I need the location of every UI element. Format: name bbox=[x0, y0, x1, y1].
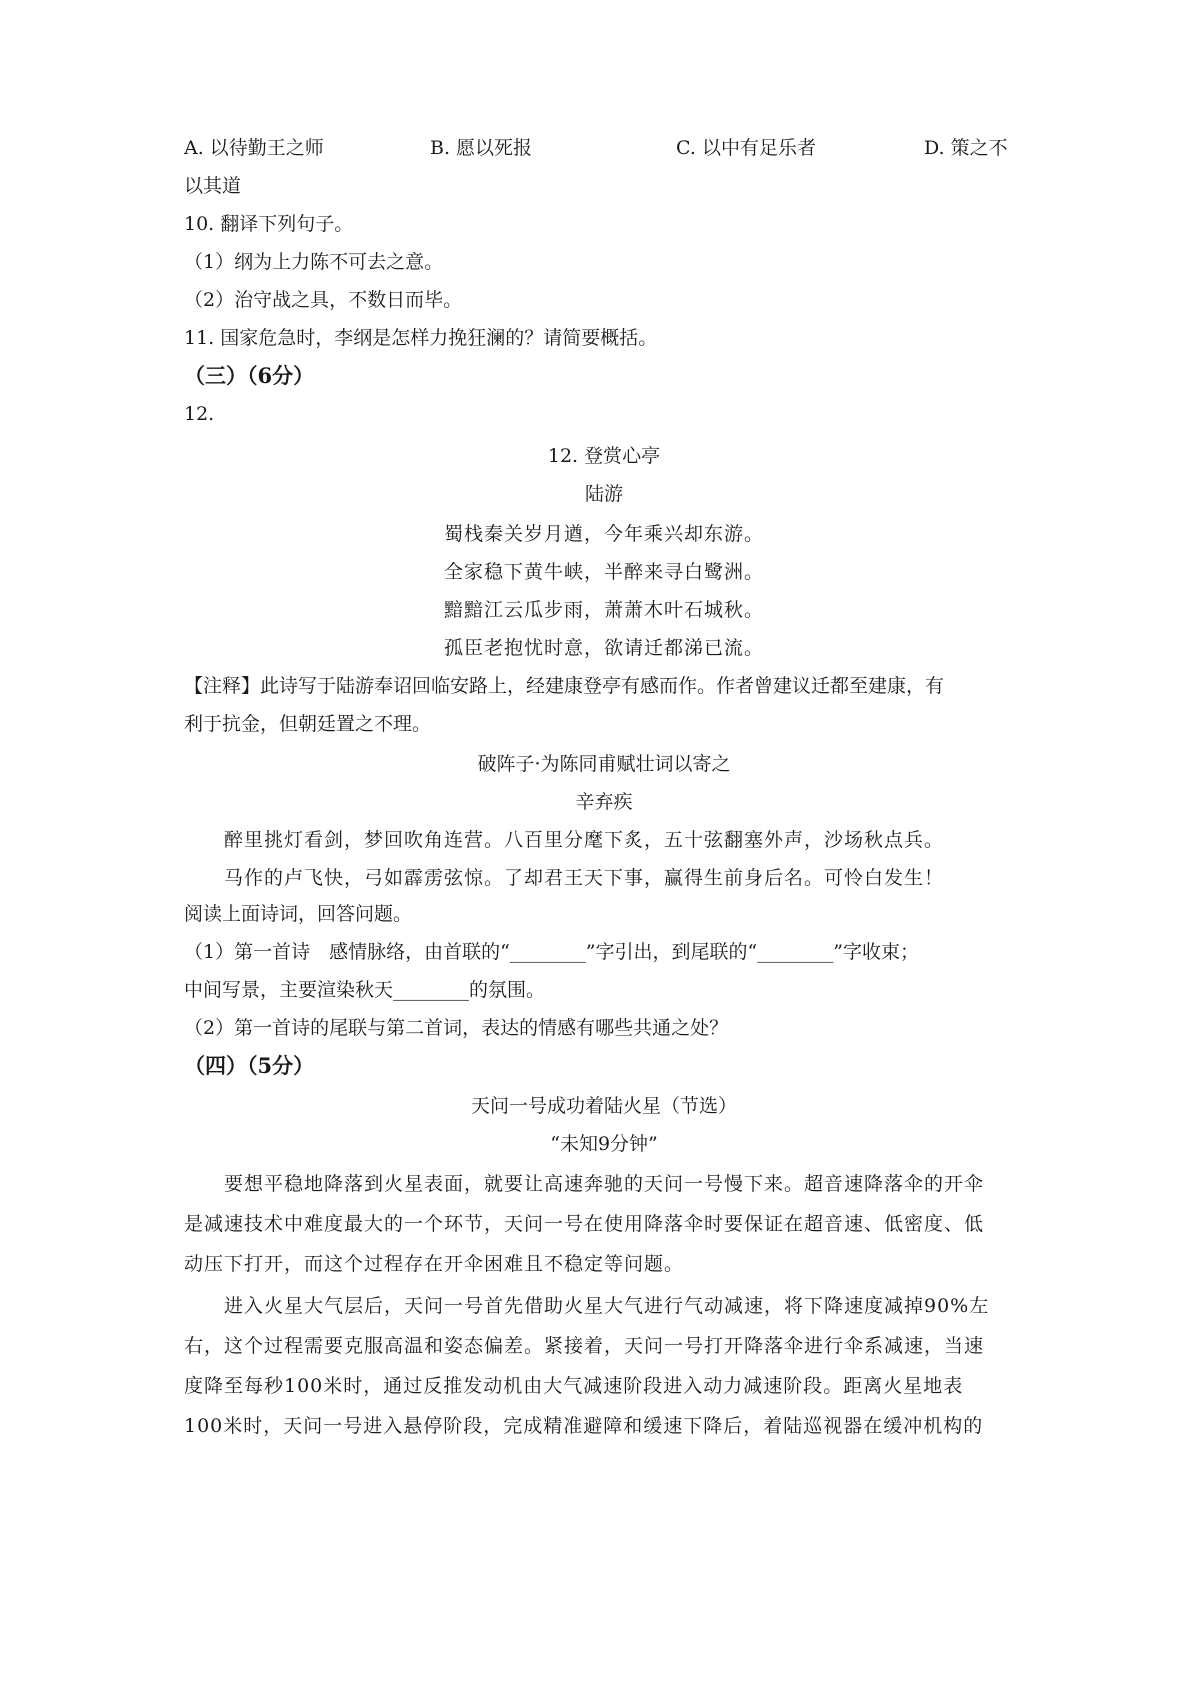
q9-option-d: D. 策之不 bbox=[924, 137, 1008, 159]
article-p1-line-3: 动压下打开，而这个过程存在开伞困难且不稳定等问题。 bbox=[184, 1253, 685, 1275]
poem2-line-1: 醉里挑灯看剑，梦回吹角连营。八百里分麾下炙，五十弦翻塞外声，沙场秋点兵。 bbox=[224, 829, 945, 851]
article-p1-line-1: 要想平稳地降落到火星表面，就要让高速奔驰的天问一号慢下来。超音速降落伞的开伞 bbox=[224, 1173, 985, 1195]
q10-stem: 10. 翻译下列句子。 bbox=[184, 213, 354, 235]
poem1-line-4: 孤臣老抱忧时意，欲请迁都涕已流。 bbox=[443, 637, 764, 659]
q12-sub1-line-1: （1）第一首诗 感情脉络，由首联的“________”字引出，到尾联的“________”字收束； bbox=[184, 941, 919, 963]
q9-option-c: C. 以中有足乐者 bbox=[676, 137, 816, 159]
poem1-line-1: 蜀栈秦关岁月遒，今年乘兴却东游。 bbox=[443, 523, 764, 545]
poem2-line-2: 马作的卢飞快，弓如霹雳弦惊。了却君王天下事，赢得生前身后名。可怜白发生！ bbox=[224, 867, 945, 889]
poem1-line-3: 黯黯江云瓜步雨，萧萧木叶石城秋。 bbox=[443, 599, 764, 621]
poem1-line-2: 全家稳下黄牛峡，半醉来寻白鹭洲。 bbox=[443, 561, 764, 583]
poem1-title: 12. 登赏心亭 bbox=[547, 445, 661, 467]
section-4-heading: （四）（5分） bbox=[184, 1053, 315, 1078]
q12-sub2: （2）第一首诗的尾联与第二首词，表达的情感有哪些共通之处？ bbox=[184, 1017, 729, 1039]
q11-stem: 11. 国家危急时，李纲是怎样力挽狂澜的？请简要概括。 bbox=[184, 327, 658, 349]
poem1-author: 陆游 bbox=[584, 483, 623, 505]
article-p2-line-2: 右，这个过程需要克服高温和姿态偏差。紧接着，天问一号打开降落伞进行伞系减速，当速 bbox=[184, 1335, 985, 1357]
q9-option-a: A. 以待勤王之师 bbox=[184, 137, 324, 159]
q12-number: 12. bbox=[184, 403, 215, 425]
q12-instruction: 阅读上面诗词，回答问题。 bbox=[184, 903, 413, 925]
q10-sentence-1: （1）纲为上力陈不可去之意。 bbox=[184, 251, 444, 273]
section-3-heading: （三）（6分） bbox=[184, 363, 315, 388]
q10-sentence-2: （2）治守战之具，不数日而毕。 bbox=[184, 289, 463, 311]
poem2-author: 辛弃疾 bbox=[575, 791, 633, 813]
q9-option-b: B. 愿以死报 bbox=[430, 137, 533, 159]
q12-sub1-line-2: 中间写景，主要渲染秋天________的氛围。 bbox=[184, 979, 546, 1001]
article-title: 天问一号成功着陆火星（节选） bbox=[470, 1095, 737, 1117]
article-p2-line-4: 100米时，天问一号进入悬停阶段，完成精准避障和缓速下降后，着陆巡视器在缓冲机构的 bbox=[184, 1415, 984, 1437]
article-p1-line-2: 是减速技术中难度最大的一个环节，天问一号在使用降落伞时要保证在超音速、低密度、低 bbox=[184, 1213, 985, 1235]
article-p2-line-3: 度降至每秒100米时，通过反推发动机由大气减速阶段进入动力减速阶段。距离火星地表 bbox=[184, 1375, 964, 1397]
poem1-note-line-1: 【注释】此诗写于陆游奉诏回临安路上，经建康登亭有感而作。作者曾建议迁都至建康，有 bbox=[184, 675, 945, 697]
q9-option-d-continued: 以其道 bbox=[184, 175, 242, 197]
article-p2-line-1: 进入火星大气层后，天问一号首先借助火星大气进行气动减速，将下降速度减掉90%左 bbox=[224, 1295, 990, 1317]
poem2-title: 破阵子·为陈同甫赋壮词以寄之 bbox=[477, 753, 731, 775]
poem1-note-line-2: 利于抗金，但朝廷置之不理。 bbox=[184, 713, 432, 735]
article-subtitle: “未知9分钟” bbox=[550, 1133, 658, 1155]
